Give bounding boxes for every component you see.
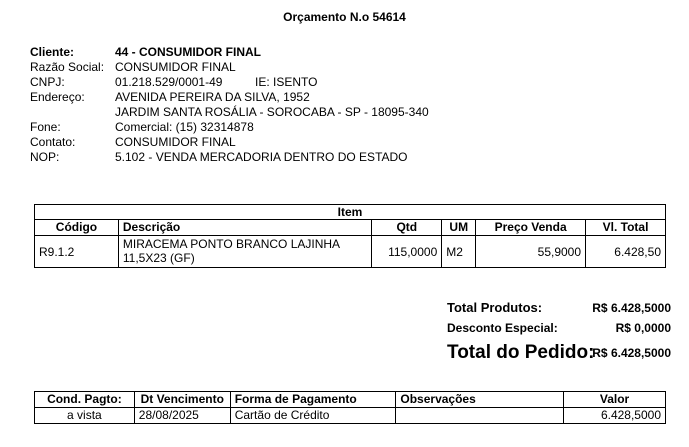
document-title: Orçamento N.o 54614	[283, 10, 406, 24]
col-cond-pagto: Cond. Pagto:	[35, 392, 135, 408]
cliente-value: 44 - CONSUMIDOR FINAL	[115, 45, 262, 59]
cnpj-label: CNPJ:	[30, 75, 65, 89]
total-produtos-label: Total Produtos:	[447, 300, 543, 315]
pay-cond: a vista	[35, 408, 135, 424]
payment-header-row	[35, 392, 666, 408]
desconto-label: Desconto Especial:	[447, 321, 558, 335]
razao-label: Razão Social:	[30, 60, 105, 74]
total-produtos-value: R$ 6.428,5000	[592, 301, 671, 315]
item-descricao	[118, 236, 371, 268]
ie-value: IE: ISENTO	[255, 75, 318, 89]
nop-value: 5.102 - VENDA MERCADORIA DENTRO DO ESTADO	[115, 150, 408, 164]
pay-forma: Cartão de Crédito	[230, 408, 396, 424]
col-observacoes: Observações	[396, 392, 564, 408]
total-pedido-label: Total do Pedido:	[447, 342, 595, 363]
item-qtd: 115,0000	[372, 236, 442, 268]
table-row	[35, 408, 666, 424]
fone-value: Comercial: (15) 32314878	[115, 120, 254, 134]
items-header-row	[35, 220, 666, 236]
items-title: Item	[35, 205, 666, 220]
contato-label: Contato:	[30, 135, 76, 149]
item-total: 6.428,50	[586, 236, 666, 268]
item-preco: 55,9000	[476, 236, 586, 268]
col-total: Vl. Total	[586, 220, 666, 236]
cliente-label: Cliente:	[30, 45, 75, 59]
items-title-row	[35, 205, 666, 220]
nop-label: NOP:	[30, 150, 60, 164]
items-table	[34, 204, 666, 268]
endereco-label: Endereço:	[30, 90, 85, 104]
table-row	[35, 236, 666, 268]
item-descricao-line2: 11,5X23 (GF)	[122, 251, 195, 265]
col-descricao: Descrição	[118, 220, 371, 236]
cnpj-value: 01.218.529/0001-49	[115, 75, 223, 89]
total-produtos-row	[447, 298, 671, 318]
col-valor: Valor	[564, 392, 666, 408]
endereco-line2: JARDIM SANTA ROSÁLIA - SOROCABA - SP - 18095-340	[115, 105, 429, 119]
endereco-line1: AVENIDA PEREIRA DA SILVA, 1952	[115, 90, 310, 104]
col-preco: Preço Venda	[476, 220, 586, 236]
col-qtd: Qtd	[372, 220, 442, 236]
pay-obs	[396, 408, 564, 424]
payment-table	[34, 391, 666, 424]
col-codigo: Código	[35, 220, 119, 236]
col-forma-pagamento: Forma de Pagamento	[230, 392, 396, 408]
razao-value: CONSUMIDOR FINAL	[115, 60, 236, 74]
desconto-value: R$ 0,0000	[615, 321, 671, 335]
col-dt-vencimento: Dt Vencimento	[134, 392, 230, 408]
item-descricao-line1: MIRACEMA PONTO BRANCO LAJINHA	[122, 237, 341, 251]
col-um: UM	[442, 220, 476, 236]
item-codigo: R9.1.2	[35, 236, 119, 268]
total-pedido-row	[447, 338, 671, 368]
total-pedido-value: R$ 6.428,5000	[592, 346, 671, 360]
fone-label: Fone:	[30, 120, 61, 134]
item-um: M2	[442, 236, 476, 268]
desconto-row	[447, 318, 671, 338]
totals-block	[447, 298, 671, 368]
pay-vencimento: 28/08/2025	[134, 408, 230, 424]
pay-valor: 6.428,5000	[564, 408, 666, 424]
contato-value: CONSUMIDOR FINAL	[115, 135, 236, 149]
